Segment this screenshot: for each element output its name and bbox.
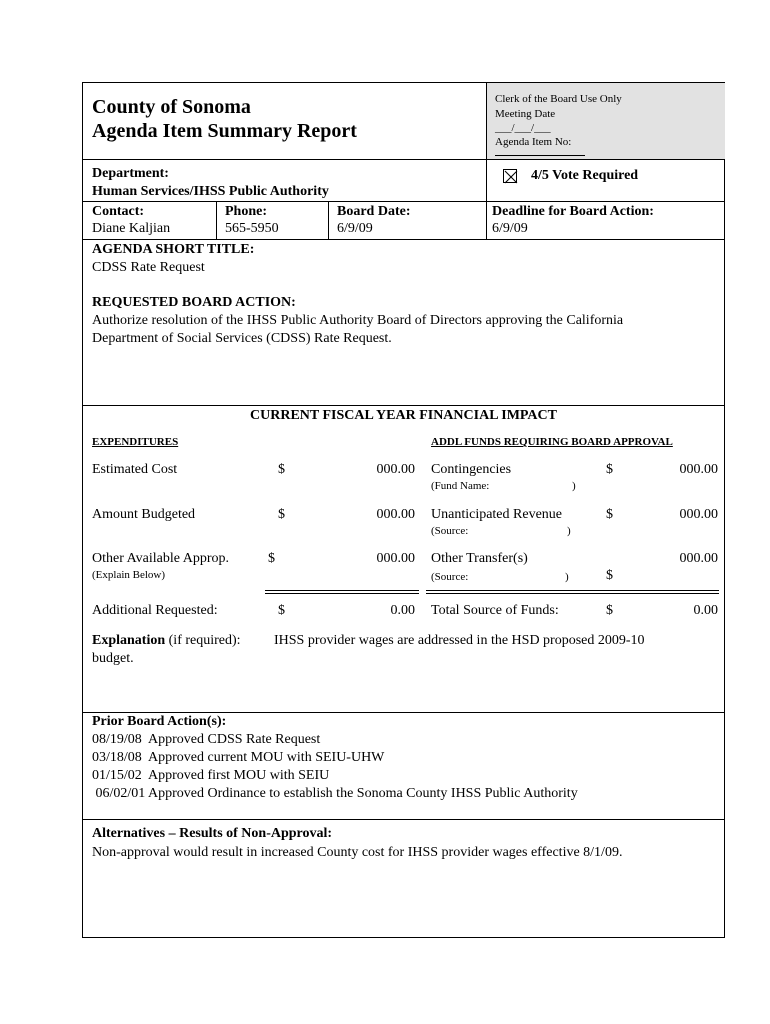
short-title-label: AGENDA SHORT TITLE: <box>92 242 255 257</box>
alternatives-label: Alternatives – Results of Non-Approval: <box>92 826 333 841</box>
short-title-value: CDSS Rate Request <box>92 260 205 275</box>
deadline-label: Deadline for Board Action: <box>492 204 654 219</box>
agenda-item-label: Agenda Item No: <box>495 136 572 148</box>
explain-below-label: (Explain Below) <box>92 569 166 581</box>
estimated-cost-value[interactable]: 000.00 <box>376 462 415 477</box>
divider <box>328 201 329 239</box>
checkbox-x-icon <box>504 170 518 184</box>
additional-requested-label: Additional Requested: <box>92 603 218 618</box>
total-source-value[interactable]: 0.00 <box>693 603 718 618</box>
other-approp-value[interactable]: 000.00 <box>376 551 415 566</box>
currency-symbol: $ <box>606 603 613 618</box>
explanation <box>92 633 241 649</box>
contact-label: Contact: <box>92 204 145 219</box>
prior-action-item: 06/02/01 Approved Ordinance to establish the Sonoma County IHSS Public Authority <box>92 786 578 801</box>
currency-symbol: $ <box>278 507 285 522</box>
department-value: Human Services/IHSS Public Authority <box>92 184 329 199</box>
source-close: ) <box>567 525 571 537</box>
other-approp-label: Other Available Approp. <box>92 551 229 566</box>
estimated-cost-label: Estimated Cost <box>92 462 178 477</box>
divider <box>83 201 724 202</box>
agenda-form <box>82 82 725 938</box>
requested-action-label: REQUESTED BOARD ACTION: <box>92 295 296 310</box>
total-underline <box>426 593 719 594</box>
divider <box>83 405 724 406</box>
amount-budgeted-label: Amount Budgeted <box>92 507 196 522</box>
prior-actions-label: Prior Board Action(s): <box>92 714 227 729</box>
additional-requested-value[interactable]: 0.00 <box>390 603 415 618</box>
source-label: (Source: <box>431 525 469 537</box>
currency-symbol: $ <box>606 462 613 477</box>
deadline-value: 6/9/09 <box>492 221 528 236</box>
total-underline <box>426 590 719 591</box>
divider <box>216 201 217 239</box>
phone-label: Phone: <box>225 204 267 219</box>
explanation-label: Explanation <box>92 633 166 648</box>
source-label: (Source: <box>431 571 469 583</box>
contingencies-value[interactable]: 000.00 <box>679 462 718 477</box>
contingencies-label: Contingencies <box>431 462 512 477</box>
meeting-date-label: Meeting Date <box>495 108 556 120</box>
alternatives-text: Non-approval would result in increased County cost for IHSS provider wages effective 8/1/09. <box>92 845 623 860</box>
clerk-title: Clerk of the Board Use Only <box>495 93 622 105</box>
divider <box>83 159 724 160</box>
board-date-label: Board Date: <box>337 204 411 219</box>
total-source-label: Total Source of Funds: <box>431 603 559 618</box>
divider <box>83 239 724 240</box>
board-date-value: 6/9/09 <box>337 221 373 236</box>
currency-symbol: $ <box>606 568 613 583</box>
prior-action-item: 08/19/08 Approved CDSS Rate Request <box>92 732 321 747</box>
county-name: County of Sonoma <box>92 96 251 118</box>
requested-action-line: Authorize resolution of the IHSS Public Authority Board of Directors approving the California <box>92 313 624 328</box>
contact-value: Diane Kaljian <box>92 221 171 236</box>
requested-action-line: Department of Social Services (CDSS) Rate Request. <box>92 331 392 346</box>
prior-action-item: 01/15/02 Approved first MOU with SEIU <box>92 768 330 783</box>
agenda-item-blank[interactable] <box>495 155 585 156</box>
meeting-date-blank[interactable]: ___/___/___ <box>495 122 551 134</box>
divider <box>83 712 724 713</box>
addl-funds-heading: ADDL FUNDS REQUIRING BOARD APPROVAL <box>431 436 673 448</box>
currency-symbol: $ <box>278 462 285 477</box>
phone-value: 565-5950 <box>225 221 279 236</box>
expenditures-heading: EXPENDITURES <box>92 436 179 448</box>
vote-label: 4/5 Vote Required <box>531 168 639 183</box>
currency-symbol: $ <box>268 551 275 566</box>
total-underline <box>265 593 419 594</box>
department-label: Department: <box>92 166 169 181</box>
unanticipated-revenue-value[interactable]: 000.00 <box>679 507 718 522</box>
currency-symbol: $ <box>278 603 285 618</box>
explanation-text[interactable]: budget. <box>92 651 134 666</box>
explanation-suffix: (if required): <box>165 633 241 648</box>
amount-budgeted-value[interactable]: 000.00 <box>376 507 415 522</box>
fund-name-close: ) <box>572 480 576 492</box>
currency-symbol: $ <box>606 507 613 522</box>
divider <box>486 159 487 239</box>
financial-title: CURRENT FISCAL YEAR FINANCIAL IMPACT <box>250 408 557 423</box>
prior-action-item: 03/18/08 Approved current MOU with SEIU-UHW <box>92 750 385 765</box>
unanticipated-revenue-label: Unanticipated Revenue <box>431 507 563 522</box>
source-close: ) <box>565 571 569 583</box>
clerk-use-box <box>486 83 725 159</box>
divider <box>83 819 724 820</box>
fund-name-label: (Fund Name: <box>431 480 490 492</box>
other-transfer-label: Other Transfer(s) <box>431 551 528 566</box>
other-transfer-value[interactable]: 000.00 <box>679 551 718 566</box>
total-underline <box>265 590 419 591</box>
explanation-text[interactable]: IHSS provider wages are addressed in the HSD proposed 2009-10 <box>274 633 645 648</box>
vote-checkbox[interactable] <box>503 169 517 183</box>
report-title: Agenda Item Summary Report <box>92 120 357 142</box>
